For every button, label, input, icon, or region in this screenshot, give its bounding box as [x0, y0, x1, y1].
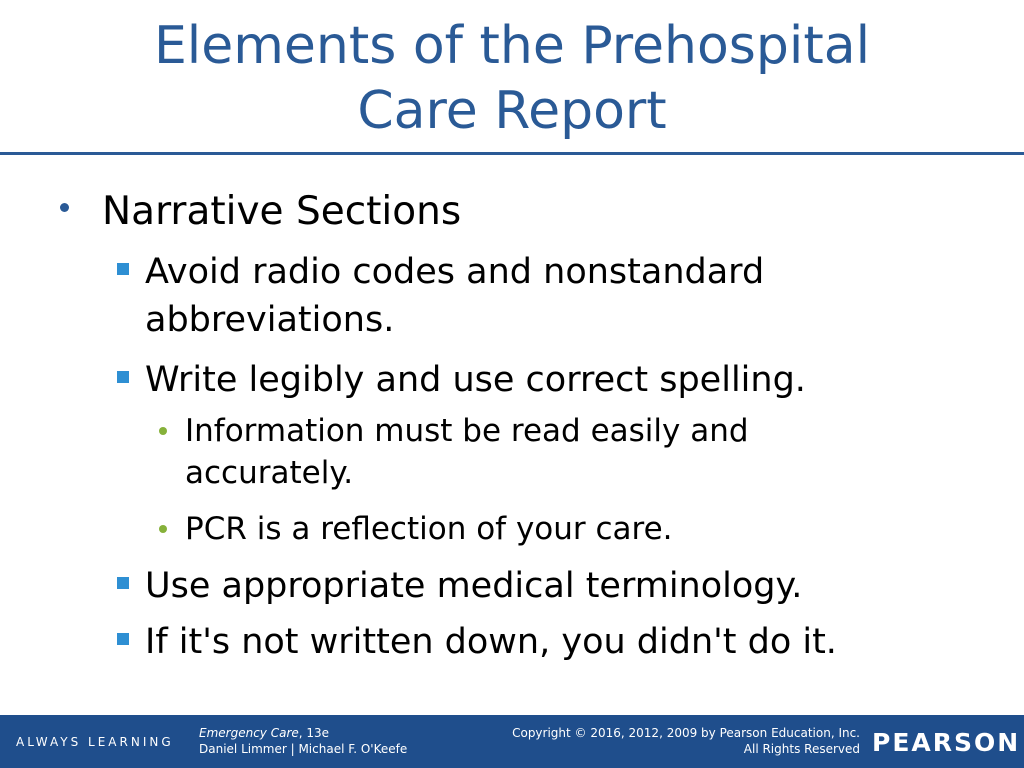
book-info	[199, 725, 407, 757]
copyright-line-1: Copyright © 2016, 2012, 2009 by Pearson Education, Inc.	[512, 726, 860, 740]
pearson-logo: PEARSON	[872, 728, 1021, 757]
round-bullet-icon	[60, 203, 69, 212]
bullet-item-2: Write legibly and use correct spelling.	[145, 360, 806, 400]
square-bullet-icon	[117, 633, 129, 645]
square-bullet-icon	[117, 263, 129, 275]
square-bullet-icon	[117, 371, 129, 383]
title-line-2: Care Report	[357, 81, 667, 141]
sub-item-1-line-2: accurately.	[185, 455, 354, 491]
sub-item-2: PCR is a reflection of your care.	[185, 511, 673, 547]
bullet-item-3: Use appropriate medical terminology.	[145, 566, 803, 606]
book-title: Emergency Care	[199, 726, 299, 740]
copyright-line-2: All Rights Reserved	[743, 742, 860, 756]
bullet-item-1-line-2: abbreviations.	[145, 300, 395, 340]
bullet-item-1	[145, 248, 985, 344]
bullet-item-1-line-1: Avoid radio codes and nonstandard	[145, 252, 765, 292]
square-bullet-icon	[117, 577, 129, 589]
dot-bullet-icon	[159, 427, 167, 435]
bullet-item-4: If it's not written down, you didn't do it.	[145, 622, 837, 662]
copyright	[512, 725, 860, 757]
level1-heading: Narrative Sections	[102, 189, 462, 234]
book-authors: Daniel Limmer | Michael F. O'Keefe	[199, 742, 408, 756]
dot-bullet-icon	[159, 525, 167, 533]
sub-item-1	[185, 410, 965, 494]
book-title-line	[199, 725, 407, 741]
footer-bar	[0, 715, 1024, 768]
book-edition: , 13e	[298, 726, 330, 740]
title-line-1: Elements of the Prehospital	[153, 16, 871, 76]
footer-tagline: ALWAYS LEARNING	[16, 735, 174, 749]
sub-item-1-line-1: Information must be read easily and	[185, 413, 749, 449]
